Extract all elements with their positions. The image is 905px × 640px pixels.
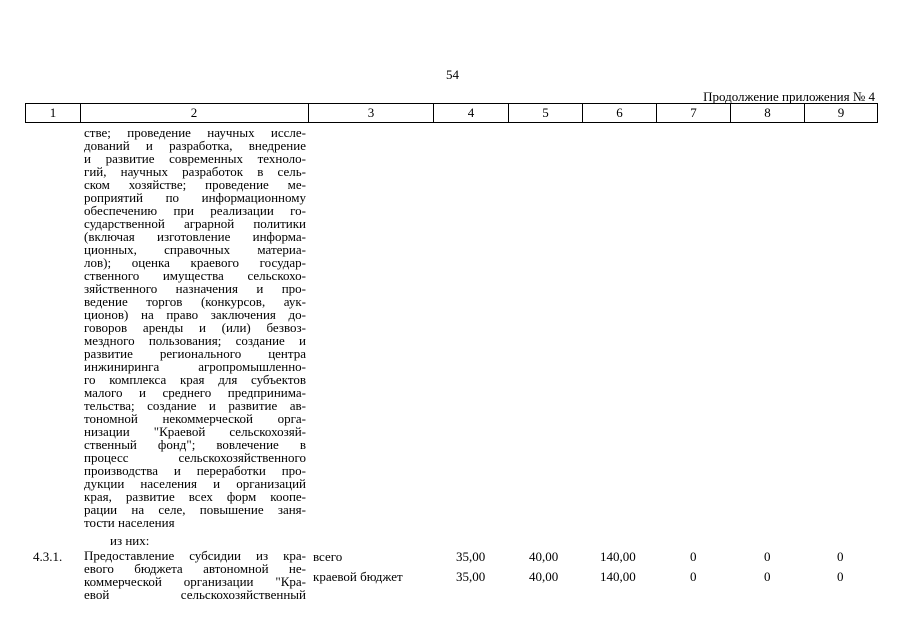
cell-c6: 140,00 — [600, 549, 636, 564]
cell-c9: 0 — [837, 549, 844, 564]
text-line: малого и среднего предпринима- — [84, 385, 306, 400]
cell-c5: 40,00 — [529, 569, 559, 584]
text-line: гий, научных разработок в сель- — [84, 164, 306, 179]
text-line: коммерческой организации "Кра- — [84, 574, 306, 589]
funding-source-total: всего — [313, 549, 343, 564]
text-line: стве; проведение научных иссле- — [84, 125, 306, 140]
cell-c7: 0 — [690, 569, 697, 584]
continued-description — [84, 126, 306, 529]
text-line: низации "Краевой сельскохозяй- — [84, 424, 306, 439]
text-line: (включая изготовление информа- — [84, 229, 306, 244]
cell-c8: 0 — [764, 549, 771, 564]
cell-c8: 0 — [764, 569, 771, 584]
text-line: процесс сельскохозяйственного — [84, 450, 306, 465]
text-line: рации на селе, повышение заня- — [84, 502, 306, 517]
text-line: ственного имущества сельскохо- — [84, 268, 306, 283]
text-line: развитие регионального центра — [84, 346, 306, 361]
cell-c9: 0 — [837, 569, 844, 584]
header-col-8: 8 — [731, 103, 805, 123]
text-line: тости населения — [84, 515, 175, 530]
cell-c4: 35,00 — [456, 549, 486, 564]
text-line: обеспечению при реализации го- — [84, 203, 306, 218]
of-which-label: из них: — [110, 533, 150, 548]
page-number: 54 — [446, 67, 459, 82]
text-line: ционных, справочных материа- — [84, 242, 306, 257]
table-header-row — [25, 103, 878, 123]
text-line: евой сельскохозяйственный — [84, 587, 306, 602]
text-line: мездного пользования; создание и — [84, 333, 306, 348]
text-line: и развитие современных техноло- — [84, 151, 306, 166]
text-line: Предоставление субсидии из кра- — [84, 548, 306, 563]
header-col-3: 3 — [309, 103, 434, 123]
header-col-4: 4 — [434, 103, 509, 123]
continuation-note: Продолжение приложения № 4 — [703, 89, 875, 104]
cell-c4: 35,00 — [456, 569, 486, 584]
text-line: дований и разработка, внедрение — [84, 138, 306, 153]
text-line: ственный фонд"; вовлечение в — [84, 437, 306, 452]
header-col-5: 5 — [509, 103, 583, 123]
text-line: роприятий по информационному — [84, 190, 306, 205]
text-line: говоров аренды и (или) безвоз- — [84, 320, 306, 335]
text-line: го комплекса края для субъектов — [84, 372, 306, 387]
text-line: инжиниринга агропромышленно- — [84, 359, 306, 374]
item-number: 4.3.1. — [33, 549, 63, 564]
text-line: дукции населения и организаций — [84, 476, 306, 491]
text-line: ведение торгов (конкурсов, аук- — [84, 294, 306, 309]
text-line: производства и переработки про- — [84, 463, 306, 478]
text-line: ционов) на право заключения до- — [84, 307, 306, 322]
funding-source-regional: краевой бюджет — [313, 569, 403, 584]
text-line: лов); оценка краевого государ- — [84, 255, 306, 270]
cell-c5: 40,00 — [529, 549, 559, 564]
header-col-7: 7 — [657, 103, 731, 123]
header-col-2: 2 — [80, 103, 309, 123]
item-description — [84, 549, 306, 601]
text-line: ском хозяйстве; проведение ме- — [84, 177, 306, 192]
header-col-6: 6 — [583, 103, 657, 123]
text-line: тономной некоммерческой орга- — [84, 411, 306, 426]
text-line: тельства; создание и развитие ав- — [84, 398, 306, 413]
cell-c6: 140,00 — [600, 569, 636, 584]
text-line: евого бюджета автономной не- — [84, 561, 306, 576]
header-col-1: 1 — [25, 103, 81, 123]
text-line: края, развитие всех форм коопе- — [84, 489, 306, 504]
text-line: сударственной аграрной политики — [84, 216, 306, 231]
header-col-9: 9 — [805, 103, 878, 123]
text-line: зяйственного назначения и про- — [84, 281, 306, 296]
cell-c7: 0 — [690, 549, 697, 564]
